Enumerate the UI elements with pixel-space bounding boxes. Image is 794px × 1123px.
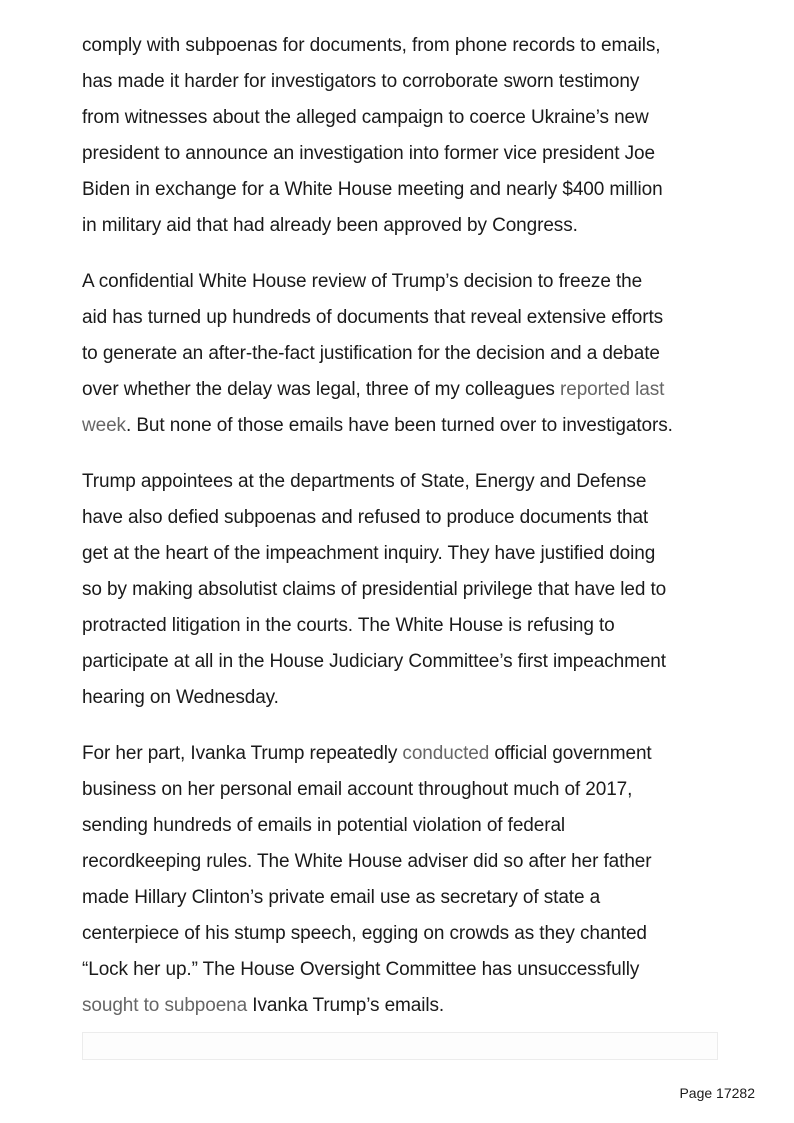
text-line: sending hundreds of emails in potential violation of federal (82, 815, 566, 836)
text-line (82, 372, 722, 408)
text-line: aid has turned up hundreds of documents that reveal extensive efforts (82, 307, 664, 328)
page-number: Page 17282 (679, 1085, 755, 1101)
paragraph-1 (82, 28, 722, 244)
text-line: from witnesses about the alleged campaign to coerce Ukraine’s new (82, 107, 649, 128)
text-line: business on her personal email account throughout much of 2017, (82, 779, 633, 800)
text-run: Ivanka Trump’s emails. (247, 995, 445, 1016)
text-line (82, 736, 722, 772)
text-line: participate at all in the House Judiciary Committee’s first impeachment (82, 651, 666, 672)
text-line: centerpiece of his stump speech, egging on crowds as they chanted (82, 923, 647, 944)
text-line: so by making absolutist claims of presidential privilege that have led to (82, 579, 667, 600)
article-body (82, 28, 722, 1044)
paragraph-4 (82, 736, 722, 1024)
text-line: president to announce an investigation into former vice president Joe (82, 143, 655, 164)
text-line: protracted litigation in the courts. The White House is refusing to (82, 615, 615, 636)
text-run: For her part, Ivanka Trump repeatedly (82, 743, 403, 764)
text-line (82, 988, 722, 1024)
text-line: in military aid that had already been approved by Congress. (82, 215, 578, 236)
text-line: Trump appointees at the departments of State, Energy and Defense (82, 471, 647, 492)
text-run: over whether the delay was legal, three of my colleagues (82, 379, 561, 400)
text-line: get at the heart of the impeachment inquiry. They have justified doing (82, 543, 656, 564)
embed-placeholder (82, 1032, 718, 1060)
reported-last-week-link-continued[interactable]: week (82, 415, 126, 436)
text-run: official government (489, 743, 652, 764)
text-line: has made it harder for investigators to corroborate sworn testimony (82, 71, 640, 92)
text-run: . But none of those emails have been turned over to investigators. (125, 415, 673, 436)
text-line: A confidential White House review of Trump’s decision to freeze the (82, 271, 643, 292)
paragraph-3 (82, 464, 722, 716)
text-line: hearing on Wednesday. (82, 687, 279, 708)
text-line: comply with subpoenas for documents, from phone records to emails, (82, 35, 661, 56)
text-line: Biden in exchange for a White House meeting and nearly $400 million (82, 179, 663, 200)
text-line: to generate an after-the-fact justification for the decision and a debate (82, 343, 660, 364)
text-line (82, 408, 722, 444)
text-line: made Hillary Clinton’s private email use as secretary of state a (82, 887, 601, 908)
text-line: “Lock her up.” The House Oversight Committee has unsuccessfully (82, 959, 640, 980)
reported-last-week-link[interactable]: reported last (560, 379, 665, 400)
paragraph-2 (82, 264, 722, 444)
sought-to-subpoena-link[interactable]: sought to subpoena (82, 995, 248, 1016)
text-line: have also defied subpoenas and refused to produce documents that (82, 507, 649, 528)
text-line: recordkeeping rules. The White House adviser did so after her father (82, 851, 652, 872)
conducted-link[interactable]: conducted (402, 743, 490, 764)
